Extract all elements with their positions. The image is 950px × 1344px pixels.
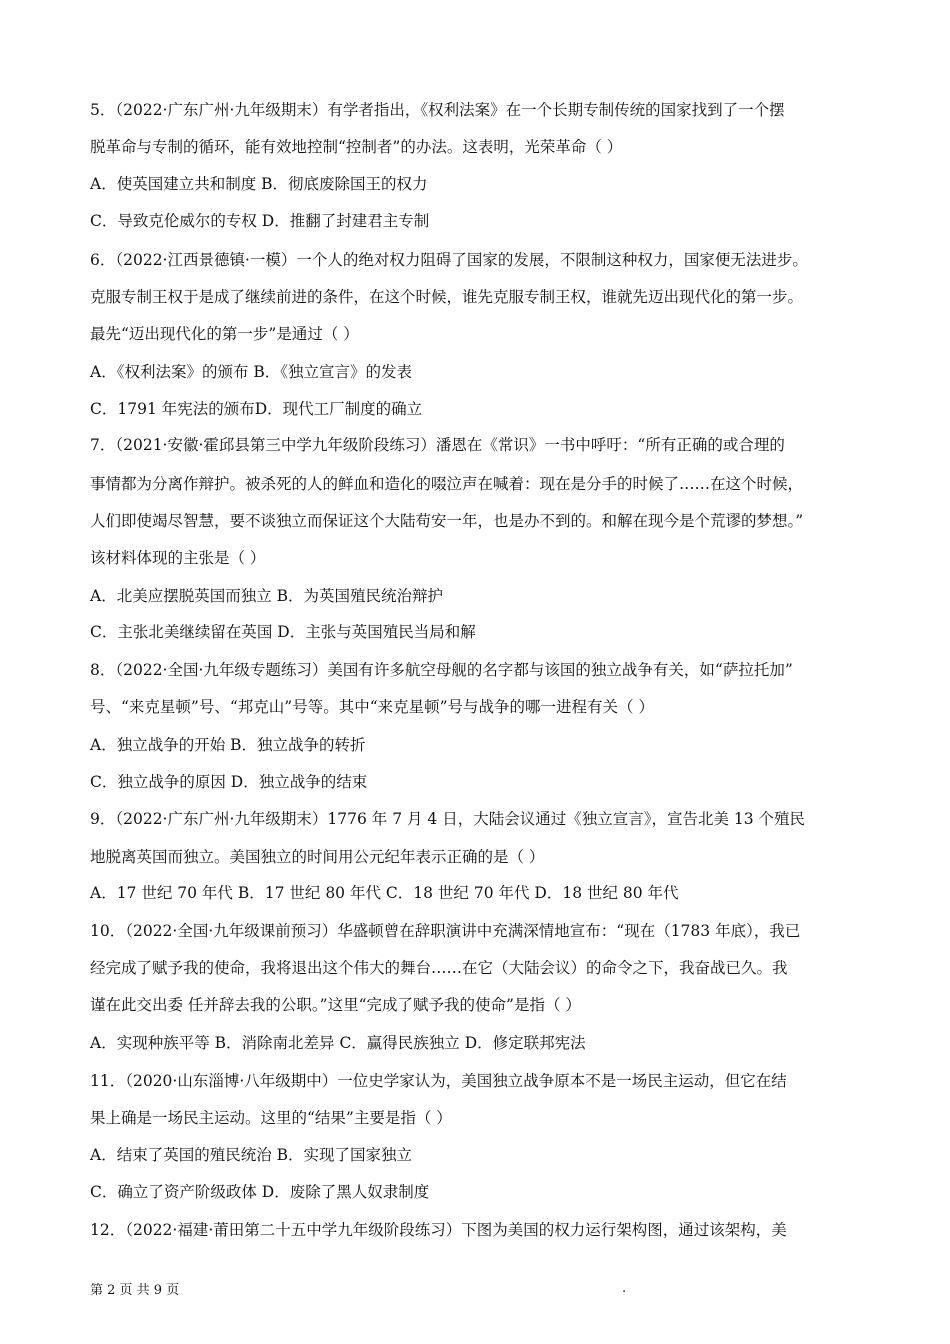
answer-options-line: A．独立战争的开始 B．独立战争的转折 (90, 736, 366, 754)
question-text-line: 克服专制王权于是成了继续前进的条件，在这个时候，谁先克服专制王权，谁就先迈出现代化的第一步。 (90, 288, 804, 306)
answer-options-line: C．主张北美继续留在英国 D．主张与英国殖民当局和解 (90, 623, 476, 641)
answer-options-line: C．确立了资产阶级政体 D．废除了黑人奴隶制度 (90, 1183, 430, 1201)
question-text-line: 号、“来克星顿”号、“邦克山”号等。其中“来克星顿”号与战争的哪一进程有关（ ） (90, 698, 654, 716)
answer-options-line: C．独立战争的原因 D．独立战争的结束 (90, 773, 368, 791)
question-text-line: 人们即使竭尽智慧，要不谈独立而保证这个大陆苟安一年，也是办不到的。和解在现今是个荒谬的梦想。” (90, 512, 804, 530)
answer-options-line: A．《权利法案》的颁布 B．《独立宣言》的发表 (90, 363, 413, 381)
footer-dot: . (622, 1281, 627, 1296)
answer-options-line: A．结束了英国的殖民统治 B．实现了国家独立 (90, 1146, 413, 1164)
answer-options-line: A．北美应摆脱英国而独立 B．为英国殖民统治辩护 (90, 587, 444, 605)
question-text-line: 地脱离英国而独立。美国独立的时间用公元纪年表示正确的是（ ） (90, 848, 545, 866)
question-text-line: 最先“迈出现代化的第一步”是通过（ ） (90, 325, 359, 343)
page-number: 第 2 页 共 9 页 (90, 1283, 180, 1298)
question-text-line: 6．（2022·江西景德镇·一模）一个人的绝对权力阻碍了国家的发展，不限制这种权力，国家便无法进步。 (90, 251, 808, 269)
question-text-line: 脱革命与专制的循环，能有效地控制“控制者”的办法。这表明，光荣革命（ ） (90, 138, 623, 156)
question-text-line: 该材料体现的主张是（ ） (90, 549, 266, 567)
question-text-line: 9．（2022·广东广州·九年级期末）1776 年 7 月 4 日，大陆会议通过《独立宣言》，宣告北美 13 个殖民 (90, 810, 806, 828)
question-text-line: 8．（2022·全国·九年级专题练习）美国有许多航空母舰的名字都与该国的独立战争有关，如“萨拉托加” (90, 661, 793, 679)
question-text-line: 12．（2022·福建·莆田第二十五中学九年级阶段练习）下图为美国的权力运行架构图，通过该架构，美 (90, 1221, 787, 1239)
question-text-line: 谨在此交出委 任并辞去我的公职。”这里“完成了赋予我的使命”是指（ ） (90, 996, 581, 1014)
answer-options-line: A．实现种族平等 B．消除南北差异 C．赢得民族独立 D．修定联邦宪法 (90, 1034, 586, 1052)
answer-options-line: C．导致克伦威尔的专权 D．推翻了封建君主专制 (90, 212, 430, 230)
question-text-line: 10．（2022·全国·九年级课前预习）华盛顿曾在辞职演讲中充满深情地宣布：“现在（1783 年底），我已 (90, 922, 801, 940)
answer-options-line: A．使英国建立共和制度 B．彻底废除国王的权力 (90, 175, 428, 193)
question-text-line: 11．（2020·山东淄博·八年级期中）一位史学家认为，美国独立战争原本不是一场民主运动，但它在结 (90, 1072, 787, 1090)
question-text-line: 果上确是一场民主运动。这里的“结果”主要是指（ ） (90, 1109, 452, 1127)
question-text-line: 5．（2022·广东广州·九年级期末）有学者指出，《权利法案》在一个长期专制传统的国家找到了一个摆 (90, 101, 785, 119)
answer-options-line: A．17 世纪 70 年代 B．17 世纪 80 年代 C．18 世纪 70 年代 D．18 世纪 80 年代 (90, 884, 679, 902)
answer-options-line: C．1791 年宪法的颁布D．现代工厂制度的确立 (90, 400, 423, 418)
question-text-line: 经完成了赋予我的使命，我将退出这个伟大的舞台……在它（大陆会议）的命令之下，我奋战已久。我 (90, 959, 788, 977)
question-text-line: 7．（2021·安徽·霍邱县第三中学九年级阶段练习）潘恩在《常识》一书中呼吁：“所有正确的或合理的 (90, 436, 785, 454)
question-text-line: 事情都为分离作辩护。被杀死的人的鲜血和造化的啜泣声在喊着：现在是分手的时候了……在这个时候， (90, 475, 804, 493)
